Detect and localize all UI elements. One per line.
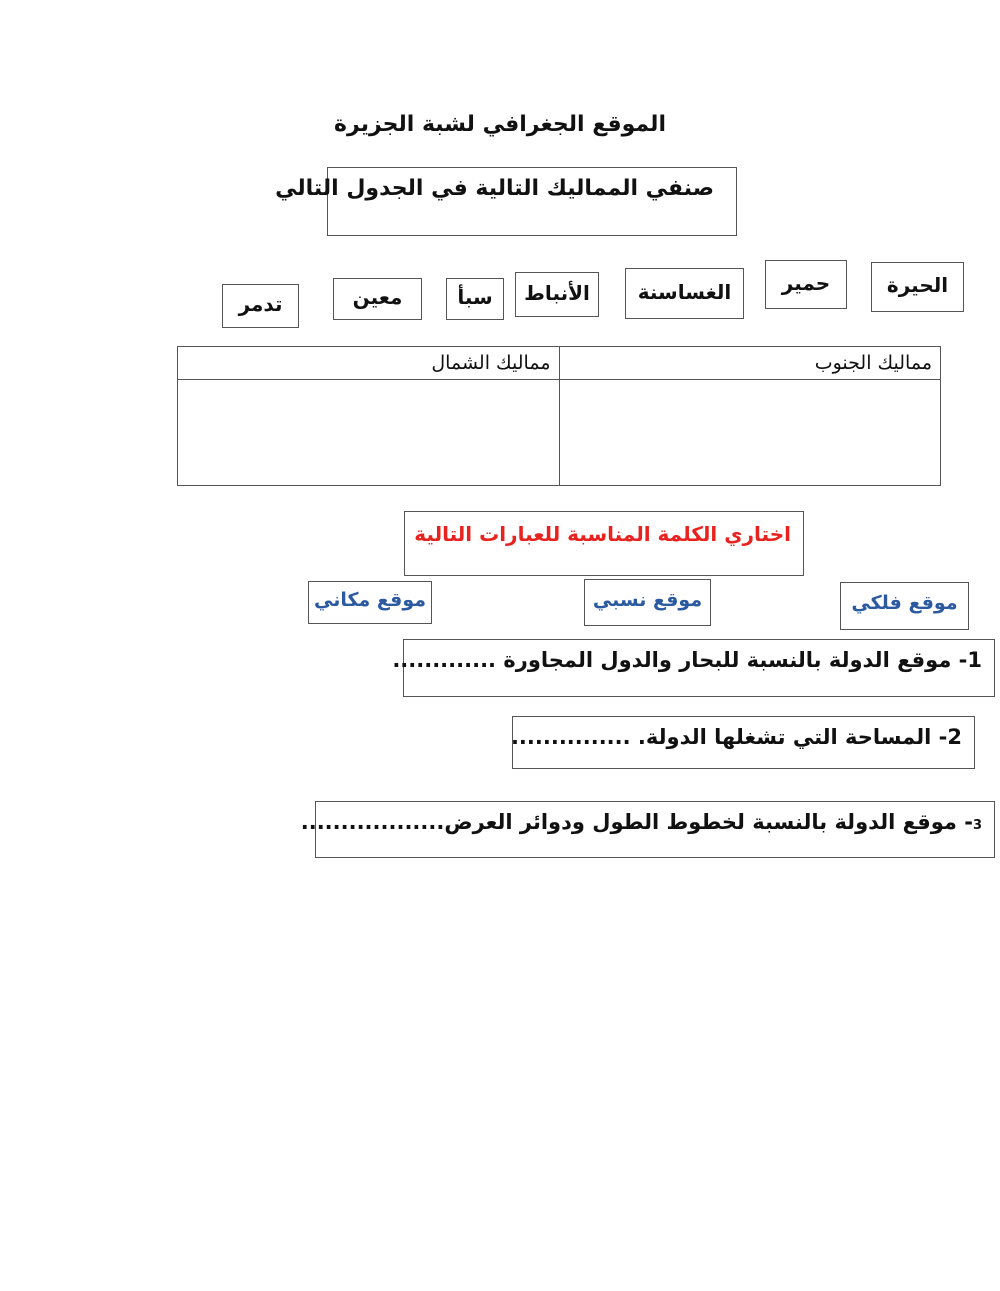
choice-spatial-location[interactable]: موقع مكاني <box>308 581 432 624</box>
word-card-saba[interactable]: سبأ <box>446 278 504 320</box>
choose-instruction: اختاري الكلمة المناسبة للعبارات التالية <box>404 511 804 576</box>
word-card-himyar[interactable]: حمير <box>765 260 847 309</box>
question-1[interactable] <box>392 639 995 697</box>
word-card-hira[interactable]: الحيرة <box>871 262 964 312</box>
word-card-palmyra[interactable]: تدمر <box>222 284 299 328</box>
question-3-dash: - <box>956 810 973 834</box>
choice-relative-location[interactable]: موقع نسبي <box>584 579 711 626</box>
header-southern-kingdoms: مماليك الجنوب <box>559 347 941 380</box>
kingdoms-table <box>177 346 941 486</box>
question-2-number: 2- <box>938 725 962 749</box>
question-3[interactable] <box>300 801 995 858</box>
word-card-ghassanids[interactable]: الغساسنة <box>625 268 744 319</box>
classify-instruction: صنفي المماليك التالية في الجدول التالي <box>327 167 737 236</box>
question-3-number: 3 <box>972 818 982 833</box>
question-3-text: موقع الدولة بالنسبة لخطوط الطول ودوائر العرض.................. <box>300 810 957 834</box>
header-northern-kingdoms: مماليك الشمال <box>178 347 560 380</box>
question-2-text: المساحة التي تشغلها الدولة. ............... <box>510 725 939 749</box>
drop-zone-southern[interactable] <box>559 380 941 486</box>
drop-zone-northern[interactable] <box>178 380 560 486</box>
question-1-number: 1- <box>958 648 982 672</box>
page-title: الموقع الجغرافي لشبة الجزيرة <box>334 112 666 137</box>
choice-astronomical-location[interactable]: موقع فلكي <box>840 582 969 630</box>
word-card-main[interactable]: معين <box>333 278 422 320</box>
word-card-nabataeans[interactable]: الأنباط <box>515 272 599 317</box>
question-1-text: موقع الدولة بالنسبة للبحار والدول المجاورة ............. <box>392 648 959 672</box>
question-2[interactable] <box>512 716 975 769</box>
